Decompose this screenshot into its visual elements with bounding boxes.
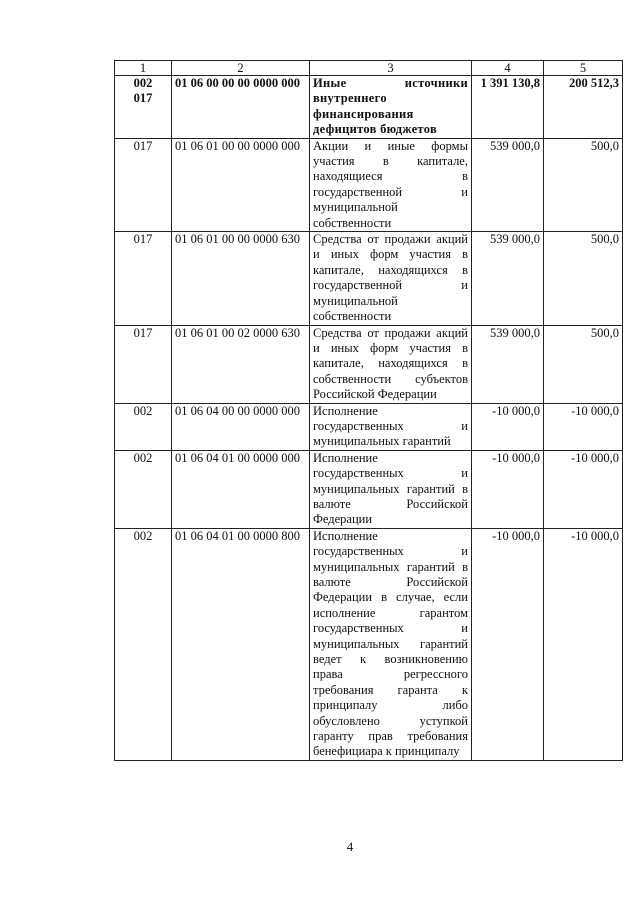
amount-col5-cell: 200 512,3 bbox=[544, 76, 623, 139]
source-name-cell: Исполнение государственных и муниципальных гарантий bbox=[310, 403, 472, 450]
column-header-3: 3 bbox=[310, 61, 472, 76]
budget-code-cell: 01 06 01 00 00 0000 630 bbox=[172, 232, 310, 325]
table-header-row bbox=[115, 61, 623, 76]
amount-col4-cell: -10 000,0 bbox=[472, 403, 544, 450]
source-name-cell: Исполнение государственных и муниципальных гарантий в валюте Российской Федерации bbox=[310, 450, 472, 528]
table-row bbox=[115, 450, 623, 528]
source-name-cell: Акции и иные формы участия в капитале, находящиеся в государственной и муниципальной собственности bbox=[310, 138, 472, 231]
source-name-cell: Средства от продажи акций и иных форм участия в капитале, находящихся в государственной и муниципальной собственности bbox=[310, 232, 472, 325]
amount-col4-cell: 539 000,0 bbox=[472, 232, 544, 325]
amount-col5-cell: -10 000,0 bbox=[544, 450, 623, 528]
admin-code-cell: 002 bbox=[115, 450, 172, 528]
amount-col4-cell: 539 000,0 bbox=[472, 325, 544, 403]
budget-sources-table bbox=[114, 60, 623, 761]
source-name-cell: Исполнение государственных и муниципальных гарантий в валюте Российской Федерации в случае, если исполнение гарантом государственных и муниципальных гарантий ведет к возникновению права регрессного требования гаранта к принципалу либо обусловлено уступкой гаранту прав требования бенефициара к принципалу bbox=[310, 528, 472, 760]
admin-code-cell: 002 017 bbox=[115, 76, 172, 139]
table-row bbox=[115, 138, 623, 231]
amount-col5-cell: 500,0 bbox=[544, 138, 623, 231]
source-name-cell: Средства от продажи акций и иных форм участия в капитале, находящихся в собственности субъектов Российской Федерации bbox=[310, 325, 472, 403]
budget-code-cell: 01 06 00 00 00 0000 000 bbox=[172, 76, 310, 139]
column-header-5: 5 bbox=[544, 61, 623, 76]
table-row bbox=[115, 403, 623, 450]
admin-code-cell: 002 bbox=[115, 403, 172, 450]
table-row bbox=[115, 232, 623, 325]
amount-col4-cell: -10 000,0 bbox=[472, 450, 544, 528]
budget-code-cell: 01 06 04 01 00 0000 800 bbox=[172, 528, 310, 760]
column-header-4: 4 bbox=[472, 61, 544, 76]
page-number: 4 bbox=[346, 839, 354, 854]
budget-code-cell: 01 06 01 00 02 0000 630 bbox=[172, 325, 310, 403]
budget-code-cell: 01 06 04 01 00 0000 000 bbox=[172, 450, 310, 528]
column-header-2: 2 bbox=[172, 61, 310, 76]
amount-col5-cell: 500,0 bbox=[544, 325, 623, 403]
source-name-cell: Иные источники внутреннего финансирования дефицитов бюджетов bbox=[310, 76, 472, 139]
admin-code-cell: 017 bbox=[115, 138, 172, 231]
amount-col4-cell: 539 000,0 bbox=[472, 138, 544, 231]
table-row bbox=[115, 528, 623, 760]
amount-col4-cell: 1 391 130,8 bbox=[472, 76, 544, 139]
admin-code-cell: 002 bbox=[115, 528, 172, 760]
table-row bbox=[115, 325, 623, 403]
amount-col5-cell: -10 000,0 bbox=[544, 528, 623, 760]
amount-col5-cell: 500,0 bbox=[544, 232, 623, 325]
amount-col5-cell: -10 000,0 bbox=[544, 403, 623, 450]
admin-code-cell: 017 bbox=[115, 325, 172, 403]
budget-code-cell: 01 06 01 00 00 0000 000 bbox=[172, 138, 310, 231]
table-row bbox=[115, 76, 623, 139]
admin-code-cell: 017 bbox=[115, 232, 172, 325]
amount-col4-cell: -10 000,0 bbox=[472, 528, 544, 760]
column-header-1: 1 bbox=[115, 61, 172, 76]
budget-code-cell: 01 06 04 00 00 0000 000 bbox=[172, 403, 310, 450]
